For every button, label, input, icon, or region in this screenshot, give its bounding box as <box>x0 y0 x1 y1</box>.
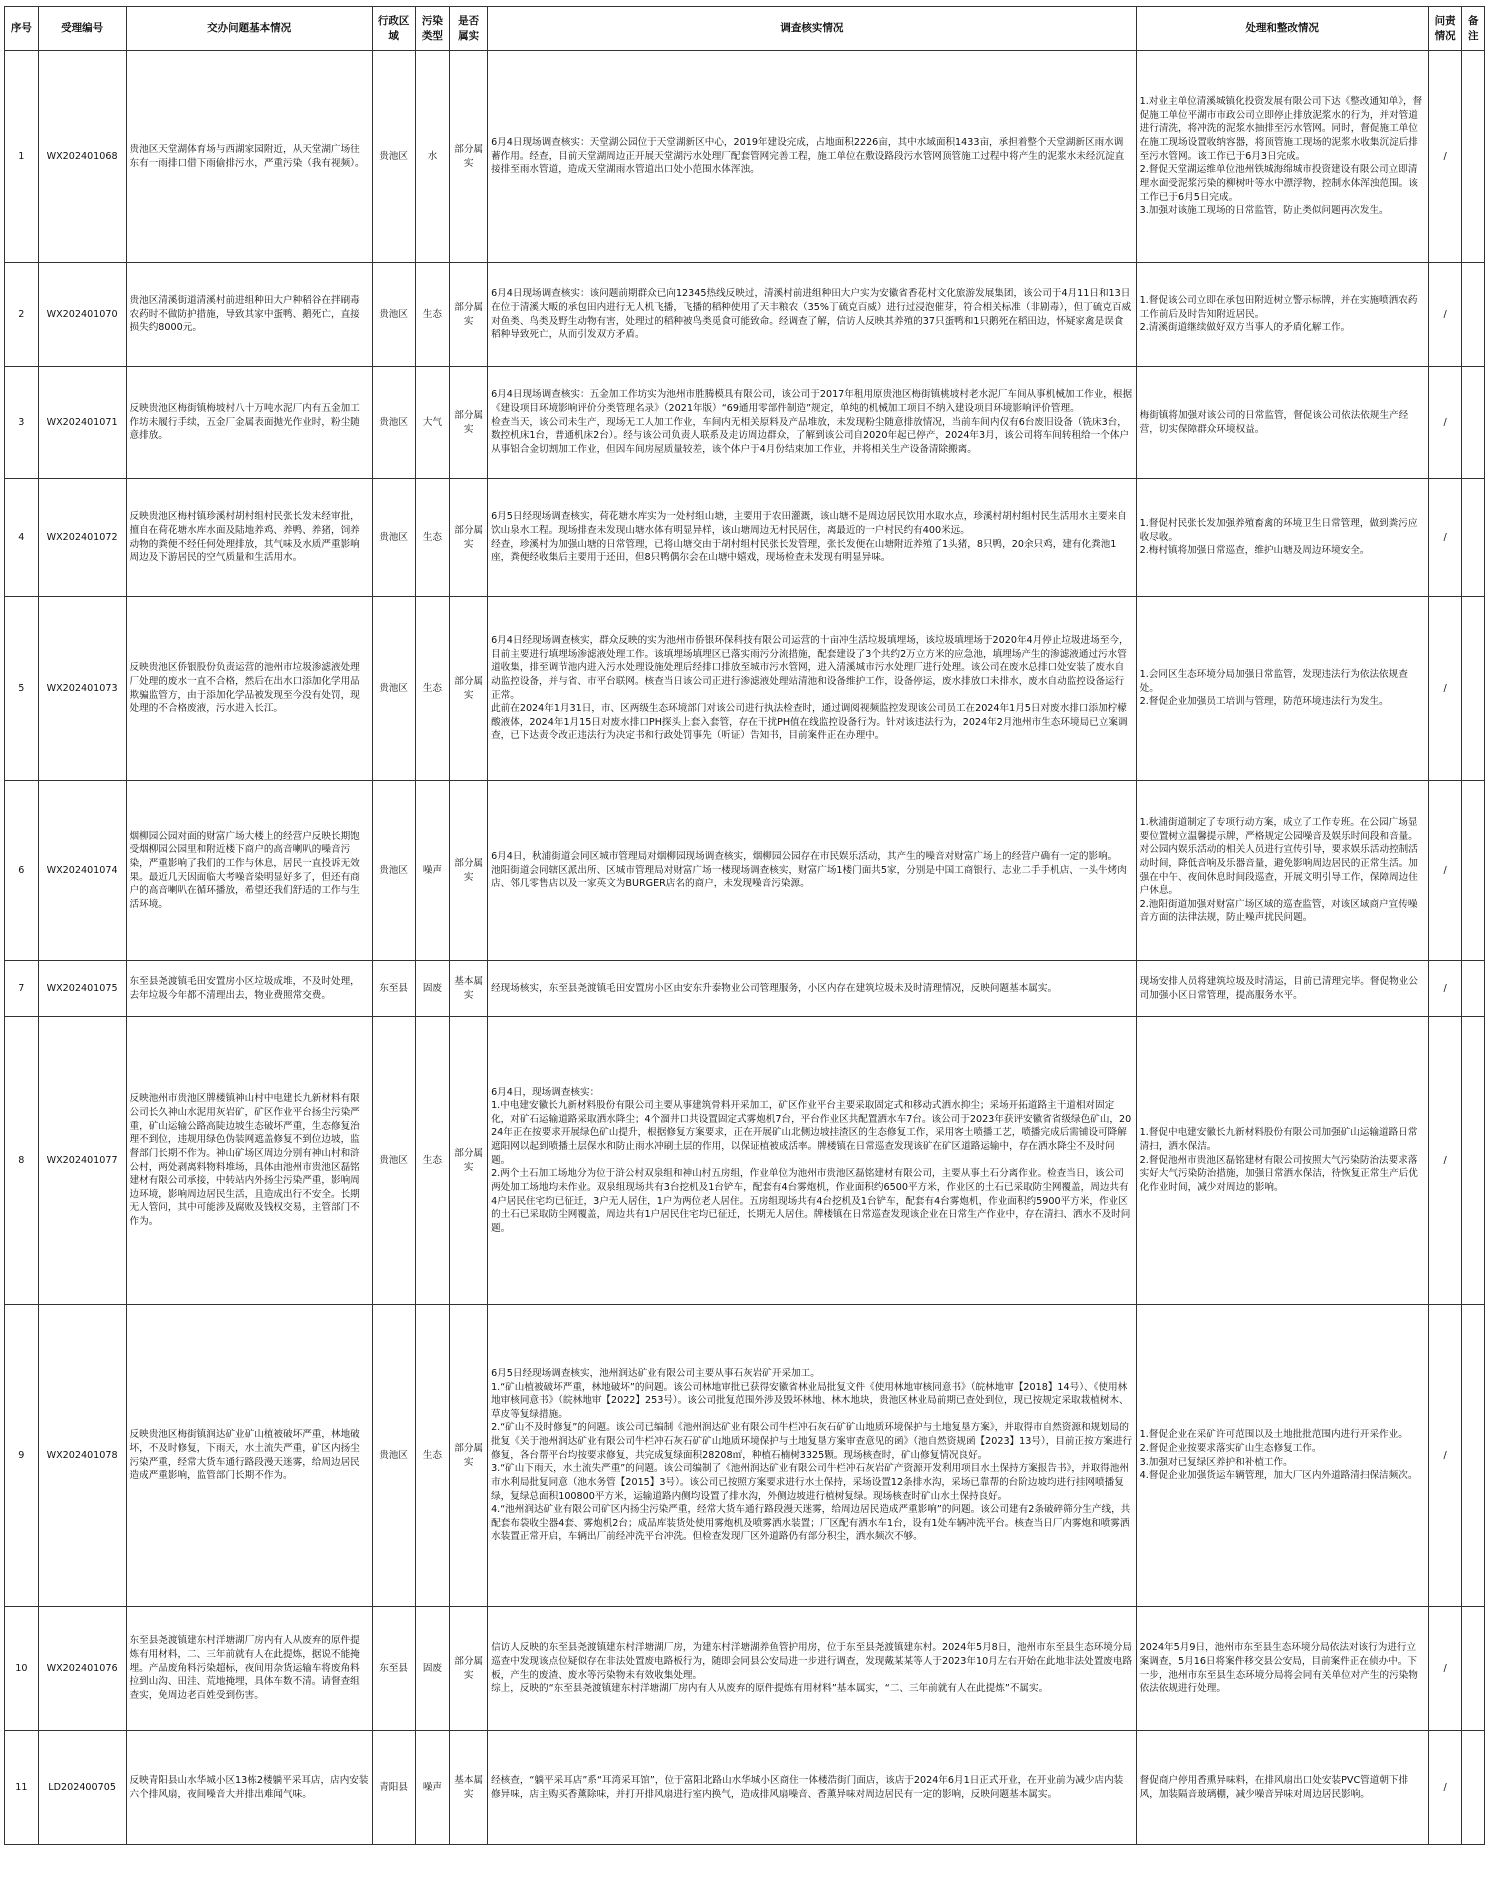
cell-type: 固废 <box>415 1607 450 1731</box>
table-row <box>5 961 1485 1017</box>
cell-issue: 反映池州市贵池区牌楼镇神山村中电建长九新材料有限公司长久神山水泥用灰岩矿，矿区作业平台扬尘污染严重，矿山运输公路高陡边坡生态破坏严重，生态修复治理不到位，违规用绿色伪装网遮盖修复不到位边坡，监督部门长期不作为。神山矿场区周边分别有神山村和浒公村，两处剥离料物料堆场，具体由池州市贵池区磊铭建材有限公司承接，中转站内外扬尘污染严重，影响周边环境，影响周边居民生活，且造成出行不安全。长期无人管问，其中可能涉及腐败及钱权交易，主管部门不作为。 <box>126 1017 372 1305</box>
cell-handling: 督促商户停用香熏异味料，在排风扇出口处安装PVC管道朝下排风，加装隔音玻璃棚，减少噪音异味对周边居民影响。 <box>1136 1731 1428 1845</box>
cell-verified: 部分属实 <box>450 1305 488 1607</box>
cell-type: 大气 <box>415 367 450 479</box>
header-no: 序号 <box>5 7 39 51</box>
cell-id: WX202401074 <box>38 781 126 961</box>
cell-investigation: 6月4日，秋浦街道会同区城市管理局对烟柳园现场调查核实，烟柳园公园存在市民娱乐活动，其产生的噪音对财富广场上的经营户确有一定的影响。 池阳街道会同辖区派出所、区城市管理局对财富广场一楼现场调查核实，财富广场1楼门面共5家，分别是中国工商银行、志业二手手机店、一头牛烤肉店、邻几零售店以及一家英文为BURGER店名的商户，未发现噪音污染源。 <box>488 781 1137 961</box>
cell-no: 7 <box>5 961 39 1017</box>
cell-no: 10 <box>5 1607 39 1731</box>
cell-id: WX202401072 <box>38 479 126 597</box>
cell-handling: 2024年5月9日，池州市东至县生态环境分局依法对该行为进行立案调查，5月16日将案件移交县公安局，目前案件正在侦办中。下一步，池州市东至县生态环境分局将会同有关单位对产生的污染物依法依规进行处理。 <box>1136 1607 1428 1731</box>
cell-remarks <box>1462 263 1485 367</box>
cell-verified: 基本属实 <box>450 961 488 1017</box>
cell-region: 青阳县 <box>372 1731 415 1845</box>
cell-no: 3 <box>5 367 39 479</box>
cell-issue: 贵池区天堂湖体育场与西湖家园附近，从天堂湖广场往东有一雨排口借下雨偷排污水，严重污染（我有视频）。 <box>126 51 372 263</box>
cell-region: 贵池区 <box>372 367 415 479</box>
cell-handling: 1.督促企业在采矿许可范围以及土地批批范围内进行开采作业。 2.督促企业按要求落实矿山生态修复工作。 3.加强对已复绿区养护和补植工作。 4.督促企业加强货运车辆管理，加大厂区内外道路清扫保洁频次。 <box>1136 1305 1428 1607</box>
cell-accountability: / <box>1428 1017 1462 1305</box>
cell-investigation: 6月4日现场调查核实：五金加工作坊实为池州市胜腾模具有限公司，该公司于2017年租用原贵池区梅街镇桃坡村老水泥厂车间从事机械加工作业，根据《建设项目环境影响评价分类管理名录》（2021年版）“69通用零部件制造”规定，单纯的机械加工项目不纳入建设项目环境影响评价管理。 检查当天，该公司未生产，现场无工人加工作业，车间内无相关原料及产品堆放，未发现粉尘随意排放情况，当前车间内仅有6台废旧设备（铣床3台，数控机床1台，普通机床2台）。经与该公司负责人联系及走访周边群众，了解到该公司自2020年起已停产，2024年3月，该公司将车间转租给一个体户从事铝合金切割加工作业，但因车间房屋质量较差，该个体户于4月份结束加工作业，并将相关生产设备清除搬离。 <box>488 367 1137 479</box>
cell-no: 5 <box>5 597 39 781</box>
cell-remarks <box>1462 367 1485 479</box>
cell-no: 8 <box>5 1017 39 1305</box>
cell-investigation: 6月5日经现场调查核实，池州润达矿业有限公司主要从事石灰岩矿开采加工。 1.“矿山植被破坏严重，林地破坏”的问题。该公司林地审批已获得安徽省林业局批复文件《使用林地审核同意书》（皖林地审【2018】14号）、《使用林地审核同意书》（皖林地审【2022】253号）。该公司批复范围外涉及毁坏林地、林木地块，贵池区林业局前期已查处到位，现已按规定采取栽植树木、草皮等复绿措施。 2.“矿山不及时修复”的问题。该公司已编制《池州润达矿业有限公司牛栏冲石灰石矿矿山地质环境保护与土地复垦方案》，并取得市自然资源和规划局的批复《关于池州润达矿业有限公司牛栏冲石灰石矿矿山地质环境保护与土地复垦方案审查意见的函》（池自然资规函【2023】13号），目前正按方案进行修复，各台帮平台均按要求修复，共完成复绿面积28208㎡，种植石楠树3325颗。现场核查时，矿山修复情况良好。 3.“矿山下雨天，水土流失严重”的问题。该公司编制了《池州润达矿业有限公司牛栏冲石灰岩矿产资源开发利用项目水土保持方案报告书》，并取得池州市水利局批复同意（池水务管【2015】3号）。该公司已按照方案要求进行水土保持，采场设置12条排水沟，采场已靠帮的台阶边坡均进行挂网喷播复绿，复绿总面积100800平方米，运输道路内侧均设置了排水沟，外侧边坡进行植树复绿。现场核查时矿山水土保持良好。 4.“池州润达矿业有限公司矿区内扬尘污染严重，经常大货车通行路段漫天迷雾，给周边居民造成严重影响”的问题。该公司建有2条破碎筛分生产线，共配套布袋收尘器4套、雾炮机2台；成品库装货处使用雾炮机及喷雾洒水装置；厂区配有洒水车1台，设有1处车辆冲洗平台。核查当日厂内雾炮和喷雾洒水装置正常开启，车辆出厂前经冲洗平台冲洗。但检查发现厂区外道路仍有部分积尘，洒水频次不够。 <box>488 1305 1137 1607</box>
cell-verified: 部分属实 <box>450 1017 488 1305</box>
report-table-wrapper <box>4 6 1485 1845</box>
cell-id: LD202400705 <box>38 1731 126 1845</box>
cell-type: 噪声 <box>415 1731 450 1845</box>
cell-investigation: 6月4日现场调查核实：该问题前期群众已向12345热线反映过，清溪村前进组种田大户实为安徽省香花村文化旅游发展集团，该公司于4月11日和13日在位于清溪大畈的承包田内进行无人机飞播，飞播的稻种使用了天丰粮农（35%丁硫克百威）进行过浸泡催芽，符合相关标准（非剧毒），但丁硫克百威对鱼类、鸟类及野生动物有害，处理过的稻种被鸟类觅食可能致命。经调查了解，信访人反映其养殖的37只蛋鸭和1只鹅死在稻田边，怀疑家禽是误食稻种导致死亡，从而引发双方矛盾。 <box>488 263 1137 367</box>
table-row <box>5 1731 1485 1845</box>
cell-id: WX202401071 <box>38 367 126 479</box>
cell-investigation: 6月4日现场调查核实：天堂湖公园位于天堂湖新区中心，2019年建设完成，占地面积2226亩，其中水域面积1433亩，承担着整个天堂湖新区雨水调蓄作用。经查，目前天堂湖周边正开展天堂湖污水处理厂配套管网完善工程，施工单位在敷设路段污水管网顶管施工过程中将产生的泥浆水未经沉淀直接排至雨水管道，造成天堂湖雨水管道出口处小范围水体浑浊。 <box>488 51 1137 263</box>
cell-remarks <box>1462 597 1485 781</box>
cell-no: 6 <box>5 781 39 961</box>
cell-type: 噪声 <box>415 781 450 961</box>
cell-type: 生态 <box>415 263 450 367</box>
cell-type: 生态 <box>415 1017 450 1305</box>
cell-handling: 1.秋浦街道制定了专项行动方案，成立了工作专班。在公园广场显要位置树立温馨提示牌，严格规定公园噪音及娱乐时间段和音量。对公园内娱乐活动的相关人员进行宣传引导，要求娱乐活动控制活动时间，降低音响及乐器音量，避免影响周边居民的正常生活。加强在中午、夜间休息时间段巡查，开展文明引导工作，保障周边住户休息。 2.池阳街道加强对财富广场区域的巡查监管，对该区域商户宣传噪音方面的法律法规，防止噪声扰民问题。 <box>1136 781 1428 961</box>
cell-investigation: 信访人反映的东至县尧渡镇建东村洋塘湖厂房，为建东村洋塘湖养鱼管护用房，位于东至县尧渡镇建东村。2024年5月8日，池州市东至县生态环境分局巡查中发现该点位疑似存在非法处置废电路板行为，随即会同县公安局进一步进行调查，发现戴某某等人于2023年10月左右开始在此地非法处置废电路板，产生的废渣、废水等污染物未有效收集处理。 综上，反映的“东至县尧渡镇建东村洋塘湖厂房内有人从废弃的原件提炼有用材料”基本属实，“二、三年前就有人在此提炼”不属实。 <box>488 1607 1137 1731</box>
table-row <box>5 781 1485 961</box>
table-row <box>5 263 1485 367</box>
cell-region: 东至县 <box>372 1607 415 1731</box>
header-id: 受理编号 <box>38 7 126 51</box>
header-type: 污染类型 <box>415 7 450 51</box>
cell-verified: 部分属实 <box>450 479 488 597</box>
cell-verified: 部分属实 <box>450 781 488 961</box>
table-row <box>5 1305 1485 1607</box>
cell-accountability: / <box>1428 597 1462 781</box>
table-row <box>5 51 1485 263</box>
cell-accountability: / <box>1428 1607 1462 1731</box>
cell-investigation: 6月5日经现场调查核实，荷花塘水库实为一处村组山塘，主要用于农田灌溉，该山塘不是周边居民饮用水取水点，珍溪村胡村组村民生活用水主要来自饮山泉水工程。现场排查未发现山塘水体有明显异样，该山塘周边无村民居住，离最近的一户村民约有400米远。 经查，珍溪村为加强山塘的日常管理，已将山塘交由于胡村组村民张长发管理，张长发便在山塘附近养殖了1头猪，8只鸭，20余只鸡，建有化粪池1座，粪便经收集后主要用于还田，但8只鸭偶尔会在山塘中嬉戏，现场检查未发现有明显异味。 <box>488 479 1137 597</box>
cell-issue: 东至县尧渡镇建东村洋塘湖厂房内有人从废弃的原件提炼有用材料，二、三年前就有人在此提炼，据说不能掩埋。产品废角料污染超标，夜间用杂货运输车将废角料拉到山沟、田洼、荒地掩埋，具体车数不清。请督查组查实，免周边老百姓受到伤害。 <box>126 1607 372 1731</box>
cell-issue: 反映青阳县山水华城小区13栋2楼躺平采耳店，店内安装六个排风扇，夜间噪音大并排出难闻气味。 <box>126 1731 372 1845</box>
cell-id: WX202401073 <box>38 597 126 781</box>
cell-remarks <box>1462 479 1485 597</box>
cell-remarks <box>1462 1017 1485 1305</box>
cell-no: 2 <box>5 263 39 367</box>
cell-accountability: / <box>1428 479 1462 597</box>
cell-investigation: 经现场核实，东至县尧渡镇毛田安置房小区由安东升泰物业公司管理服务，小区内存在建筑垃圾未及时清理情况，反映问题基本属实。 <box>488 961 1137 1017</box>
cell-region: 贵池区 <box>372 597 415 781</box>
cell-id: WX202401078 <box>38 1305 126 1607</box>
cell-issue: 贵池区清溪街道清溪村前进组种田大户种稻谷在拌刷毒农药时不做防护措施，导致其家中蛋鸭、鹅死亡，直接损失约8000元。 <box>126 263 372 367</box>
cell-type: 生态 <box>415 1305 450 1607</box>
cell-remarks <box>1462 781 1485 961</box>
complaint-table <box>4 6 1485 1845</box>
cell-no: 1 <box>5 51 39 263</box>
cell-issue: 反映贵池区侨银股份负责运营的池州市垃圾渗滤液处理厂处理的废水一直不合格，然后在出水口添加化学用品欺骗监管方，由于添加化学品被发现至今没有处罚，现处理的不合格废液，污水进入长江。 <box>126 597 372 781</box>
cell-accountability: / <box>1428 1305 1462 1607</box>
cell-accountability: / <box>1428 263 1462 367</box>
table-body <box>5 51 1485 1845</box>
cell-region: 贵池区 <box>372 1017 415 1305</box>
cell-remarks <box>1462 1607 1485 1731</box>
table-row <box>5 1017 1485 1305</box>
cell-verified: 基本属实 <box>450 1731 488 1845</box>
cell-issue: 东至县尧渡镇毛田安置房小区垃圾成堆，不及时处理，去年垃圾今年都不清理出去，物业费照常交费。 <box>126 961 372 1017</box>
cell-id: WX202401077 <box>38 1017 126 1305</box>
cell-handling: 1.督促该公司立即在承包田附近树立警示标牌，并在实施喷洒农药工作前后及时告知附近居民。 2.清溪街道继续做好双方当事人的矛盾化解工作。 <box>1136 263 1428 367</box>
cell-no: 11 <box>5 1731 39 1845</box>
cell-remarks <box>1462 961 1485 1017</box>
cell-accountability: / <box>1428 1731 1462 1845</box>
cell-accountability: / <box>1428 51 1462 263</box>
table-row <box>5 479 1485 597</box>
cell-region: 贵池区 <box>372 51 415 263</box>
cell-verified: 部分属实 <box>450 1607 488 1731</box>
cell-id: WX202401076 <box>38 1607 126 1731</box>
cell-handling: 梅街镇将加强对该公司的日常监管，督促该公司依法依规生产经营，切实保障群众环境权益。 <box>1136 367 1428 479</box>
header-handling: 处理和整改情况 <box>1136 7 1428 51</box>
cell-type: 固废 <box>415 961 450 1017</box>
header-investigation: 调查核实情况 <box>488 7 1137 51</box>
header-remarks: 备注 <box>1462 7 1485 51</box>
cell-accountability: / <box>1428 367 1462 479</box>
cell-handling: 1.会同区生态环境分局加强日常监管，发现违法行为依法依规查处。 2.督促企业加强员工培训与管理，防范环境违法行为发生。 <box>1136 597 1428 781</box>
cell-type: 水 <box>415 51 450 263</box>
cell-region: 贵池区 <box>372 781 415 961</box>
cell-issue: 烟柳园公园对面的财富广场大楼上的经营户反映长期饱受烟柳园公园里和附近楼下商户的高音喇叭的噪音污染，严重影响了我们的工作与休息，居民一直投诉无效果。最近几天因面临大考噪音染明显好多了，但还有商户的高音喇叭在循环播放，希望还我们舒适的工作与生活环境。 <box>126 781 372 961</box>
cell-id: WX202401070 <box>38 263 126 367</box>
table-row <box>5 367 1485 479</box>
cell-handling: 1.督促中电建安徽长九新材料股份有限公司加强矿山运输道路日常清扫，洒水保洁。 2.督促池州市贵池区磊铭建材有限公司按照大气污染防治法要求落实好大气污染防治措施，加强日常洒水保洁，待恢复正常生产后优化作业时间，减少对周边的影响。 <box>1136 1017 1428 1305</box>
cell-investigation: 6月4日，现场调查核实： 1.中电建安徽长九新材料股份有限公司主要从事建筑骨料开采加工，矿区作业平台主要采取固定式和移动式洒水抑尘；采场开拓道路主干道相对固定化，对矿石运输道路采取洒水降尘；4个溜井口共设置固定式雾炮机7台，平台作业区共配置洒水车7台。该公司于2023年获评安徽省省级绿色矿山，2024年正在按要求开展绿色矿山提升，根据修复方案要求，正在开展矿山北侧边坡挂渣区的生态修复工作，采用客土喷播工艺，喷播完成后需铺设可降解遮阳网以起到喷播土层保水和防止雨水冲刷土层的作用，以保证植被成活率。牌楼镇在日常巡查发现该矿在矿区道路运输中，存在洒水降尘不及时问题。 2.两个土石加工场地分为位于浒公村双泉组和神山村五房组，作业单位为池州市贵池区磊铭建材有限公司，主要从事土石分离作业。检查当日，该公司两处加工场地均未作业。双泉组现场共有3台挖机及1台铲车，配套有4台雾炮机，作业面积约6500平方米，作业区的土石已采取防尘网覆盖，周边共有4户居民住宅均已征迁，3户无人居住，1户为两位老人居住。五房组现场共有4台挖机及1台铲车，配套有4台雾炮机，作业面积约5900平方米，作业区的土石已采取防尘网覆盖，周边共有1户居民住宅均已征迁，长期无人居住。牌楼镇在日常巡查发现该企业在日常生产作业中，存在清扫、洒水不及时问题。 <box>488 1017 1137 1305</box>
cell-investigation: 6月4日经现场调查核实，群众反映的实为池州市侨银环保科技有限公司运营的十亩冲生活垃圾填埋场，该垃圾填埋场于2020年4月停止垃圾进场至今，目前主要进行填埋场渗滤液处理工作。该填埋场填埋区已落实雨污分流措施，配套建设了3个共约2万立方米的应急池，填埋场产生的渗滤液通过污水管道收集，排至调节池内进入污水处理设施处理后经排口排放至城市污水管网，进入清溪城市污水处理厂进行处理。该公司在废水总排口处安装了废水自动监控设备，并与省、市平台联网。核查当日该公司正进行渗滤液处理站清池和设备维护工作，设备停运，废水排放口未排水，废水自动监控设备运行正常。 此前在2024年1月31日，市、区两级生态环境部门对该公司进行执法检查时，通过调阅视频监控发现该公司员工在2024年1月5日对废水排口添加柠檬酸液体，2024年1月15日对废水排口PH探头上套入套管，存在干扰PH值在线监控设备行为。针对该违法行为，2024年2月池州市生态环境局已立案调查，已下达责令改正违法行为决定书和行政处罚事先（听证）告知书，目前案件正在办理中。 <box>488 597 1137 781</box>
cell-region: 贵池区 <box>372 479 415 597</box>
cell-verified: 部分属实 <box>450 597 488 781</box>
header-accountability: 问责情况 <box>1428 7 1462 51</box>
cell-issue: 反映贵池区梅村镇珍溪村胡村组村民张长发未经审批，擅自在荷花塘水库水面及陆地养鸡、养鸭、养猪，饲养动物的粪便不经任何处理排放，其气味及水质严重影响周边及下游居民的空气质量和生活用水。 <box>126 479 372 597</box>
cell-handling: 现场安排人员将建筑垃圾及时清运，目前已清理完毕。督促物业公司加强小区日常管理，提高服务水平。 <box>1136 961 1428 1017</box>
cell-issue: 反映贵池区梅街镇梅坡村八十万吨水泥厂内有五金加工作坊未履行手续，五金厂金属表面抛光作业时，粉尘随意排放。 <box>126 367 372 479</box>
cell-region: 东至县 <box>372 961 415 1017</box>
header-issue: 交办问题基本情况 <box>126 7 372 51</box>
cell-handling: 1.督促村民张长发加强养殖畜禽的环境卫生日常管理，做到粪污应收尽收。 2.梅村镇将加强日常巡查，维护山塘及周边环境安全。 <box>1136 479 1428 597</box>
cell-id: WX202401075 <box>38 961 126 1017</box>
cell-verified: 部分属实 <box>450 51 488 263</box>
cell-id: WX202401068 <box>38 51 126 263</box>
cell-handling: 1.对业主单位清溪城镇化投资发展有限公司下达《整改通知单》，督促施工单位平湖市市政公司立即停止排放泥浆水的行为，并对管道进行清洗，将冲洗的泥浆水抽排至污水管网。同时，督促施工单位在施工现场设置收纳容器，将顶管施工现场的泥浆水收集沉淀后排至污水管网。该工作已于6月3日完成。 2.督促天堂湖运维单位池州铁城海绵城市投资建设有限公司立即清理水面受泥浆污染的柳树叶等水中漂浮物，控制水体浑浊范围。该工作已于6月5日完成。 3.加强对该施工现场的日常监管，防止类似问题再次发生。 <box>1136 51 1428 263</box>
cell-type: 生态 <box>415 597 450 781</box>
header-region: 行政区域 <box>372 7 415 51</box>
cell-verified: 部分属实 <box>450 263 488 367</box>
header-row <box>5 7 1485 51</box>
header-verified: 是否属实 <box>450 7 488 51</box>
table-row <box>5 597 1485 781</box>
cell-remarks <box>1462 1305 1485 1607</box>
cell-issue: 反映贵池区梅街镇润达矿业矿山植被破坏严重，林地破坏，不及时修复，下雨天，水土流失严重，矿区内扬尘污染严重，经常大货车通行路段漫天迷雾，给周边居民造成严重影响，监管部门长期不作为。 <box>126 1305 372 1607</box>
cell-no: 9 <box>5 1305 39 1607</box>
cell-verified: 部分属实 <box>450 367 488 479</box>
cell-type: 生态 <box>415 479 450 597</box>
cell-investigation: 经核查，“躺平采耳店”系“耳湾采耳馆”，位于富阳北路山水华城小区商住一体楼浩街门面店，该店于2024年6月1日正式开业，在开业前为减少店内装修异味，店主购买香薰除味，并打开排风扇进行室内换气，造成排风扇噪音、香薰异味对周边居民有一定的影响，反映问题基本属实。 <box>488 1731 1137 1845</box>
cell-accountability: / <box>1428 961 1462 1017</box>
cell-region: 贵池区 <box>372 263 415 367</box>
cell-remarks <box>1462 1731 1485 1845</box>
cell-region: 贵池区 <box>372 1305 415 1607</box>
cell-no: 4 <box>5 479 39 597</box>
cell-accountability: / <box>1428 781 1462 961</box>
cell-remarks <box>1462 51 1485 263</box>
table-row <box>5 1607 1485 1731</box>
